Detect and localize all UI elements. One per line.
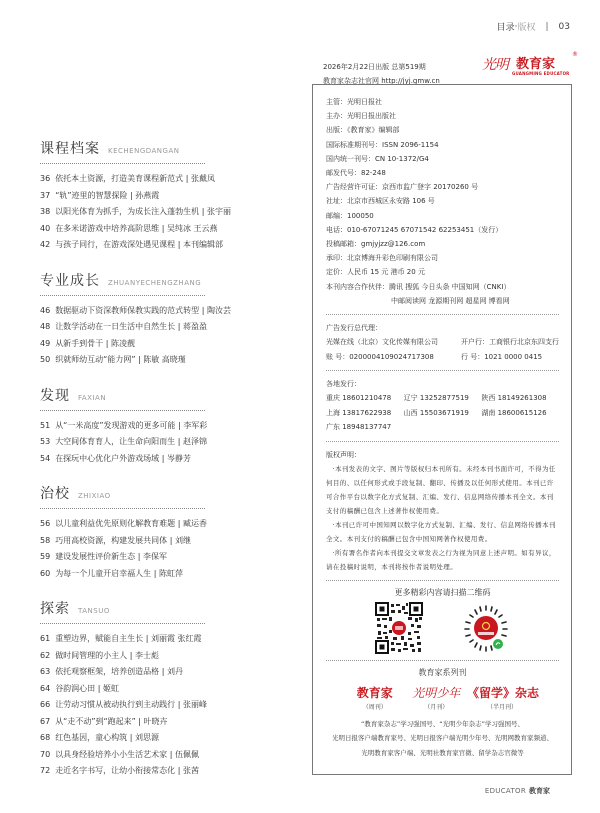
toc-item[interactable]: [40, 434, 280, 451]
series-item-jiaoyujia: [344, 684, 406, 711]
toc-page: 51: [40, 420, 51, 430]
toc-item[interactable]: [40, 681, 280, 698]
section-tansuo: [40, 598, 280, 780]
toc-text: 巧用高校资源，构建发展共同体 | 刘继: [55, 535, 191, 545]
ad-account: 账 号：0200004109024717308: [326, 352, 434, 361]
toc-item[interactable]: [40, 763, 280, 780]
toc-text: 依托观察框架，培养创造品格 | 刘丹: [55, 667, 183, 676]
toc-page: 36: [40, 174, 51, 183]
section-title: 课程档案: [40, 141, 100, 157]
qr-row: [326, 602, 559, 654]
distribution-title: 各地发行：: [326, 380, 361, 389]
info-line: 邮发代号：82-248: [326, 169, 386, 178]
copyright-paragraph: ·本刊发表的文字、图片等版权归本刊所有。未经本刊书面许可，不得为任何目的、以任何形式或手段复制、翻印、传播及以任何形式使用。本刊已许可合作平台以数字化方式复制、汇编、发行、信息网络传播本刊全文。本刊支付的稿酬已包含上述著作权使用费。: [326, 464, 556, 515]
ad-company: 光媒在线（北京）文化传媒有限公司: [326, 338, 438, 347]
toc-text: 大空间体育育人，让生命向阳而生 | 赵泽锦: [55, 437, 207, 446]
series-description: [326, 717, 559, 761]
toc-page: 60: [40, 568, 51, 578]
divider: [326, 441, 559, 442]
toc-item[interactable]: [40, 664, 280, 681]
toc-text: 为每一个儿童开启幸福人生 | 陈虹萍: [55, 568, 183, 578]
toc-page: 62: [40, 650, 51, 660]
toc-text: 数据驱动下资深教师保教实践的范式转型 | 陶汝芸: [55, 305, 231, 315]
series-row: [326, 684, 559, 711]
toc-page: 48: [40, 322, 51, 331]
toc-item[interactable]: [40, 188, 280, 205]
toc-item[interactable]: [40, 204, 280, 221]
series-frequency: （周刊）: [362, 703, 387, 711]
series-frequency: （半月刊）: [486, 703, 517, 711]
distribution-contact: 辽宁 13252877519: [403, 394, 469, 403]
toc-text: 从新手到骨干 | 陈凌靓: [55, 338, 135, 348]
toc-item[interactable]: [40, 336, 280, 353]
toc-page: 72: [40, 766, 51, 775]
info-line: 国内统一刊号：CN 10-1372/G4: [326, 154, 429, 163]
toc-item[interactable]: [40, 631, 280, 648]
toc-item[interactable]: [40, 451, 280, 468]
toc-text: 以儿童利益优先原则化解教育难题 | 臧运香: [55, 519, 207, 528]
advertising-row: [326, 350, 559, 365]
section-header: [40, 270, 205, 296]
toc-text: 走近名字书写，让幼小衔接常态化 | 张茜: [55, 766, 199, 775]
toc-text: 从“走不动”到“跑起来” | 叶晓卉: [55, 716, 168, 726]
section-title: 治校: [40, 486, 70, 502]
toc-text: 红色基因，童心构筑 | 刘思源: [55, 733, 159, 742]
email-link[interactable]: 投稿邮箱：gmjyjzz@126.com: [326, 240, 426, 249]
toc-text: 织就师幼互动“能力网” | 陈敏 高晓瑾: [55, 355, 186, 364]
distribution-contact: 陕西 18149261308: [481, 394, 547, 403]
section-title: 发现: [40, 387, 70, 404]
page-footer: [485, 786, 550, 796]
toc-item[interactable]: [40, 418, 280, 435]
toc-page: 38: [40, 207, 51, 216]
info-line: 承印：北京博海升彩色印刷有限公司: [326, 254, 438, 263]
partners-line: 中邮阅读网 龙源期刊网 超星网 博看网: [391, 296, 510, 305]
section-title: 专业成长: [40, 272, 100, 289]
toc-page: 46: [40, 305, 51, 315]
header-nav: [497, 20, 570, 33]
series-item-liuxue: [467, 684, 540, 711]
info-line: 电话：010-67071245 67071542 62253451（发行）: [326, 225, 503, 234]
nav-dot: ·: [514, 21, 518, 32]
divider: [326, 660, 559, 661]
toc-page: 50: [40, 355, 51, 364]
advertising-title: 广告发行总代理：: [326, 324, 382, 333]
toc-text: “轨”迹里的智慧探险 | 孙燕霞: [55, 190, 160, 200]
distribution-contact: 山西 15503671919: [403, 408, 469, 417]
toc-text: 谷韵润心田 | 姬虹: [55, 683, 119, 693]
toc-page: 59: [40, 552, 51, 561]
series-desc-line: 光明日报客户端教育家号、光明日报客户端光明少年号、光明网教育家频道、: [332, 734, 553, 743]
divider: [326, 370, 559, 371]
nav-copyright[interactable]: 版权: [517, 23, 536, 33]
series-name: 光明少年: [412, 685, 461, 700]
toc-page: 40: [40, 223, 51, 233]
info-line: 出版：《教育家》编辑部: [326, 126, 400, 135]
toc-item[interactable]: [40, 747, 280, 764]
toc-page: 61: [40, 634, 51, 643]
toc-item[interactable]: [40, 549, 280, 566]
toc-page: 67: [40, 716, 51, 726]
toc-text: 让数学活动在一日生活中自然生长 | 蒋盈盈: [55, 322, 207, 331]
toc-item[interactable]: [40, 697, 280, 714]
toc-text: 重塑边界，赋能自主生长 | 刘丽霞 张红霞: [55, 634, 202, 643]
info-line: 广告经营许可证：京西市监广登字 20170260 号: [326, 183, 479, 192]
logo-script: 光明: [482, 57, 508, 73]
toc-text: 依托本土资源，打造美育课程新范式 | 张戴凤: [55, 174, 215, 183]
series-name: 教育家: [356, 685, 393, 700]
distribution-contact: 重庆 18601210478: [326, 394, 392, 403]
series-name: 《留学》杂志: [467, 685, 540, 700]
info-line: 国际标准期刊号：ISSN 2096-1154: [326, 140, 439, 149]
toc-page: 70: [40, 749, 51, 759]
wechat-qr-icon[interactable]: [375, 602, 423, 654]
toc-item[interactable]: [40, 319, 280, 336]
toc-page: 37: [40, 190, 51, 200]
toc-item[interactable]: [40, 566, 280, 583]
masthead-box: [312, 84, 572, 775]
info-line: 定价：人民币 15 元 港币 20 元: [326, 268, 425, 277]
website-link[interactable]: 教育家杂志社官网 http://jyj.gmw.cn: [323, 77, 440, 85]
distribution-contact: 广东 18948137747: [326, 423, 392, 432]
series-item-guangming-shaonian: [406, 684, 468, 711]
toc-text: 建设发展性评价新生态 | 李保军: [55, 552, 167, 561]
toc-page: 58: [40, 535, 51, 545]
toc-item[interactable]: [40, 516, 280, 533]
toc-item[interactable]: [40, 303, 280, 320]
toc-page: 54: [40, 453, 51, 463]
toc-page: 63: [40, 667, 51, 676]
info-line: 主管：光明日报社: [326, 98, 382, 106]
distribution-row: [326, 406, 559, 421]
distribution-contact: 上海 13817622938: [326, 408, 392, 417]
divider: [326, 314, 559, 315]
toc-item[interactable]: [40, 730, 280, 747]
toc-text: 以具身经验培养小小生活艺术家 | 伍佩佩: [55, 749, 199, 759]
section-header: [40, 385, 205, 411]
section-faxian: [40, 385, 280, 468]
ad-bank: 开户行：工商银行北京东四支行: [461, 338, 559, 347]
nav-toc[interactable]: 目录: [496, 23, 515, 33]
info-line: 邮编：100050: [326, 211, 374, 220]
toc-page: 56: [40, 519, 51, 528]
toc-text: 做时间管理的小主人 | 李士彪: [55, 650, 159, 660]
distribution-contact: 湖南 18600615126: [481, 408, 547, 417]
toc-page: 68: [40, 733, 51, 742]
nav-separator: |: [545, 21, 549, 32]
copyright-paragraph: ·本刊已许可中国知网以数字化方式复制、汇编、发行、信息网络传播本刊全文。本刊支付的稿酬已包含中国知网著作权使用费。: [326, 520, 556, 543]
registered-icon: ®: [572, 51, 578, 58]
toc-item[interactable]: [40, 648, 280, 665]
section-header: [40, 483, 205, 509]
brand-logo: [480, 52, 580, 82]
toc-item[interactable]: [40, 714, 280, 731]
footer-english: EDUCATOR: [484, 787, 526, 795]
divider: [326, 580, 559, 581]
series-frequency: （月刊）: [424, 703, 449, 711]
distribution-row: [326, 420, 559, 435]
section-english: TANSUO: [78, 607, 110, 615]
toc-page: 42: [40, 240, 51, 249]
toc-text: 在多米诺游戏中培养高阶思维 | 吴纯冰 王云燕: [55, 223, 218, 233]
section-header: [40, 138, 205, 164]
section-title: 探索: [40, 601, 70, 617]
toc-item[interactable]: [40, 237, 280, 254]
distribution-row: [326, 391, 559, 406]
qr-title: 更多精彩内容请扫描二维码: [394, 587, 491, 597]
section-english: ZHIXIAO: [78, 492, 111, 500]
toc-text: 与孩子同行，在游戏深处遇见课程 | 本刊编辑部: [55, 240, 223, 249]
toc-text: 以阳光体育为抓手，为成长注入蓬勃生机 | 张宇丽: [55, 207, 231, 216]
page-number: 03: [558, 21, 570, 32]
issue-date: 2026年2月22日出版 总第519期: [323, 63, 426, 71]
copyright-paragraph: ·所有署名作者向本刊提交文章发表之行为视为同意上述声明。如有异议，请在投稿时说明，本刊将按作者说明处理。: [326, 548, 556, 571]
series-desc-line: 光明教育家客户端、光明社教育家官微、留学杂志官微等: [361, 748, 524, 757]
section-zhixiao: [40, 483, 280, 582]
toc-page: 49: [40, 338, 51, 348]
toc-page: 53: [40, 437, 51, 446]
toc-text: 让劳动习惯从被动执行到主动践行 | 张丽峰: [55, 700, 207, 709]
section-english: ZHUANYECHENGZHANG: [108, 278, 202, 287]
info-line: 本刊内容合作伙伴：腾讯 搜狐 今日头条 中国知网（CNKI）: [326, 282, 511, 291]
toc-item[interactable]: [40, 221, 280, 238]
section-header: [40, 598, 205, 624]
section-zhuanyechengzhang: [40, 270, 280, 369]
toc-page: 66: [40, 700, 51, 709]
table-of-contents: [40, 138, 280, 796]
logo-main: 教育家: [516, 57, 556, 72]
miniprogram-qr-icon[interactable]: [462, 602, 510, 654]
section-kechengdangan: [40, 138, 280, 254]
copyright-title: 版权声明：: [326, 450, 361, 459]
toc-item[interactable]: [40, 533, 280, 550]
advertising-row: [326, 335, 559, 350]
ad-bank-no: 行 号：1021 0000 0415: [461, 352, 543, 361]
info-line: 主办：光明日报出版社: [326, 112, 396, 121]
footer-chinese: 教育家: [529, 787, 550, 795]
toc-item[interactable]: [40, 352, 280, 369]
info-line: 社址：北京市西城区永安路 106 号: [326, 197, 435, 206]
logo-english: GUANGMING EDUCATOR: [512, 71, 570, 76]
section-english: KECHENGDANGAN: [108, 147, 180, 155]
section-english: FAXIAN: [78, 393, 107, 402]
series-desc-line: “教育家杂志”学习强国号、“光明少年杂志”学习强国号、: [361, 719, 524, 728]
toc-text: 从“一米高度”发现游戏的更多可能 | 李军彩: [55, 420, 208, 430]
toc-text: 在探玩中心优化户外游戏场域 | 岑静芳: [55, 453, 191, 463]
series-title: 教育家系列刊: [418, 667, 467, 677]
toc-item[interactable]: [40, 171, 280, 188]
toc-page: 64: [40, 683, 51, 693]
